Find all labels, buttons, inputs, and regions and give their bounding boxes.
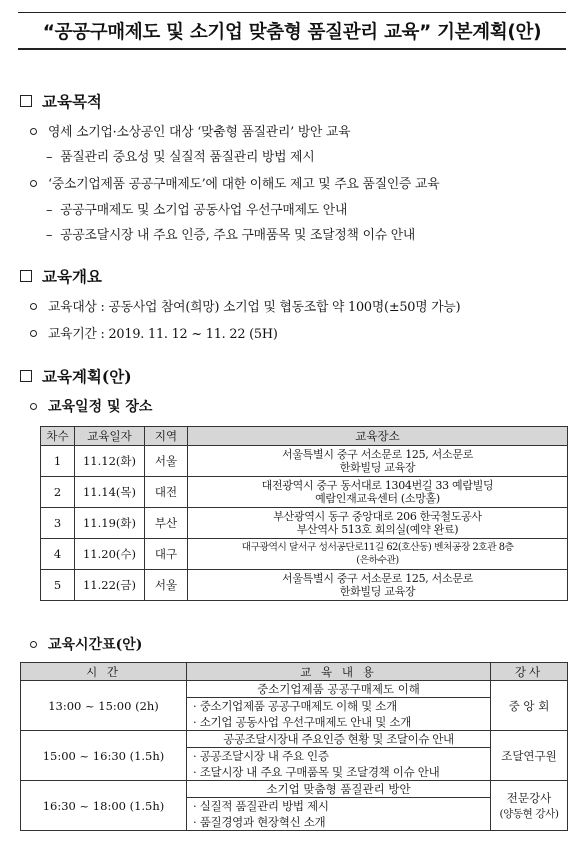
session-time: 13:00 ~ 15:00 (2h): [21, 681, 187, 731]
table-row: [21, 731, 568, 781]
purpose-item-text: ‘중소기업제품 공공구매제도’에 대한 이해도 제고 및 주요 품질인증 교육: [48, 177, 440, 192]
session-place: [188, 446, 568, 477]
dash-bullet-icon: –: [46, 203, 53, 218]
session-place: [188, 570, 568, 601]
circle-bullet-icon: [30, 330, 37, 337]
header-cell: 시 간: [21, 663, 187, 681]
place-line: 대구광역시 달서구 성서공단로11길 62(호산동) 벤처공장 2호관 8층: [241, 542, 514, 553]
purpose-item: [30, 121, 350, 140]
session-place: [188, 508, 568, 539]
overview-item: [30, 296, 460, 315]
table-row: [41, 508, 568, 539]
lecturer-name: 조달연구원: [501, 748, 557, 763]
table-row: [41, 539, 568, 570]
content-item: · 품질경영과 현장혁신 소개: [193, 815, 326, 829]
circle-bullet-icon: [30, 128, 37, 135]
timetable-header-row: [21, 663, 568, 681]
session-region: 대구: [145, 539, 188, 570]
place-line: 부산역사 513호 회의실(예약 완료): [296, 523, 459, 536]
header-cell: 지역: [145, 427, 188, 446]
square-bullet-icon: [20, 370, 32, 382]
table-row: [21, 781, 568, 831]
place-line: 대전광역시 중구 동서대로 1304번길 33 예람빌딩: [261, 479, 494, 492]
lecturer: [491, 781, 568, 831]
purpose-item-text: 공공조달시장 내 주요 인증, 주요 구매품목 및 조달정책 이슈 안내: [60, 228, 416, 243]
purpose-item-text: 공공구매제도 및 소기업 공동사업 우선구매제도 안내: [60, 203, 348, 218]
timetable-subheading-text: 교육시간표(안): [48, 637, 143, 653]
purpose-item: [46, 199, 347, 218]
schedule-table: [40, 426, 568, 601]
table-row: [21, 681, 568, 731]
session-place: [188, 477, 568, 508]
table-row: [41, 570, 568, 601]
session-region: 부산: [145, 508, 188, 539]
session-content: [187, 731, 491, 781]
session-date: 11.19(화): [75, 508, 145, 539]
lecturer-name: 중 앙 회: [508, 698, 550, 713]
overview-item: [30, 323, 278, 342]
header-cell: 강사: [491, 663, 568, 681]
dash-bullet-icon: –: [46, 228, 53, 243]
content-item: · 중소기업제품 공공구매제도 이해 및 소개: [193, 699, 397, 713]
section-plan: [20, 365, 132, 387]
content-title: 소기업 맞춤형 품질관리 방안: [187, 781, 490, 798]
timetable-table: [20, 662, 568, 831]
content-title: 중소기업제품 공공구매제도 이해: [187, 681, 490, 698]
schedule-subheading-text: 교육일정 및 장소: [48, 399, 153, 415]
purpose-item-text: 품질관리 중요성 및 실질적 품질관리 방법 제시: [60, 150, 315, 165]
lecturer-name: 전문강사: [506, 791, 552, 805]
session-date: 11.22(금): [75, 570, 145, 601]
lecturer: [491, 681, 568, 731]
content-item: · 실질적 품질관리 방법 제시: [193, 799, 329, 813]
purpose-item-text: 영세 소기업·소상공인 대상 ‘맞춤형 품질관리’ 방안 교육: [48, 125, 351, 140]
lecturer-detail: (양동현 강사): [499, 808, 559, 820]
circle-bullet-icon: [30, 303, 37, 310]
circle-bullet-icon: [30, 641, 37, 648]
square-bullet-icon: [20, 95, 32, 107]
session-place: [188, 539, 568, 570]
lecturer: [491, 731, 568, 781]
content-item: · 공공조달시장 내 주요 인증: [193, 749, 329, 763]
session-content: [187, 781, 491, 831]
session-time: 16:30 ~ 18:00 (1.5h): [21, 781, 187, 831]
place-line: 부산광역시 동구 중앙대로 206 한국철도공사: [273, 510, 482, 523]
purpose-item: [30, 173, 439, 192]
place-line: 한화빌딩 교육장: [339, 585, 416, 598]
overview-item-text: 교육기간 : 2019. 11. 12 ~ 11. 22 (5H): [48, 327, 278, 342]
header-cell: 교 육 내 용: [187, 663, 491, 681]
session-time: 15:00 ~ 16:30 (1.5h): [21, 731, 187, 781]
table-row: [41, 446, 568, 477]
place-line: (은하수관): [356, 555, 399, 566]
place-line: 예람인재교육센터 (소망홀): [315, 492, 440, 505]
schedule-header-row: [41, 427, 568, 446]
session-number: 2: [41, 477, 75, 508]
session-region: 서울: [145, 570, 188, 601]
session-date: 11.20(수): [75, 539, 145, 570]
place-line: 한화빌딩 교육장: [339, 461, 416, 474]
session-date: 11.12(화): [75, 446, 145, 477]
overview-item-text: 교육대상 : 공동사업 참여(희망) 소기업 및 협동조합 약 100명(±50명 가능): [48, 300, 461, 315]
session-number: 4: [41, 539, 75, 570]
place-line: 서울특별시 중구 서소문로 125, 서소문로: [282, 572, 473, 585]
section-plan-heading: 교육계획(안): [42, 367, 132, 386]
session-content: [187, 681, 491, 731]
table-row: [41, 477, 568, 508]
timetable-subheading: [30, 634, 142, 654]
purpose-item: [46, 146, 314, 165]
section-purpose: [20, 90, 102, 112]
schedule-subheading: [30, 396, 152, 416]
session-number: 5: [41, 570, 75, 601]
content-item: · 조달시장 내 주요 구매품목 및 조달경책 이슈 안내: [193, 765, 440, 779]
square-bullet-icon: [20, 270, 32, 282]
circle-bullet-icon: [30, 403, 37, 410]
document-title: “공공구매제도 및 소기업 맞춤형 품질관리 교육” 기본계획(안): [18, 12, 566, 50]
session-number: 1: [41, 446, 75, 477]
circle-bullet-icon: [30, 180, 37, 187]
header-cell: 차수: [41, 427, 75, 446]
header-cell: 교육일자: [75, 427, 145, 446]
session-region: 대전: [145, 477, 188, 508]
header-cell: 교육장소: [188, 427, 568, 446]
section-overview-heading: 교육개요: [42, 267, 102, 286]
purpose-item: [46, 224, 415, 243]
session-date: 11.14(목): [75, 477, 145, 508]
session-region: 서울: [145, 446, 188, 477]
session-number: 3: [41, 508, 75, 539]
section-purpose-heading: 교육목적: [42, 92, 102, 111]
section-overview: [20, 265, 102, 287]
place-line: 서울특별시 중구 서소문로 125, 서소문로: [282, 448, 473, 461]
dash-bullet-icon: –: [46, 150, 53, 165]
content-title: 공공조달시장내 주요인증 현황 및 조달이슈 안내: [187, 731, 490, 748]
content-item: · 소기업 공동사업 우선구매제도 안내 및 소개: [193, 715, 412, 729]
